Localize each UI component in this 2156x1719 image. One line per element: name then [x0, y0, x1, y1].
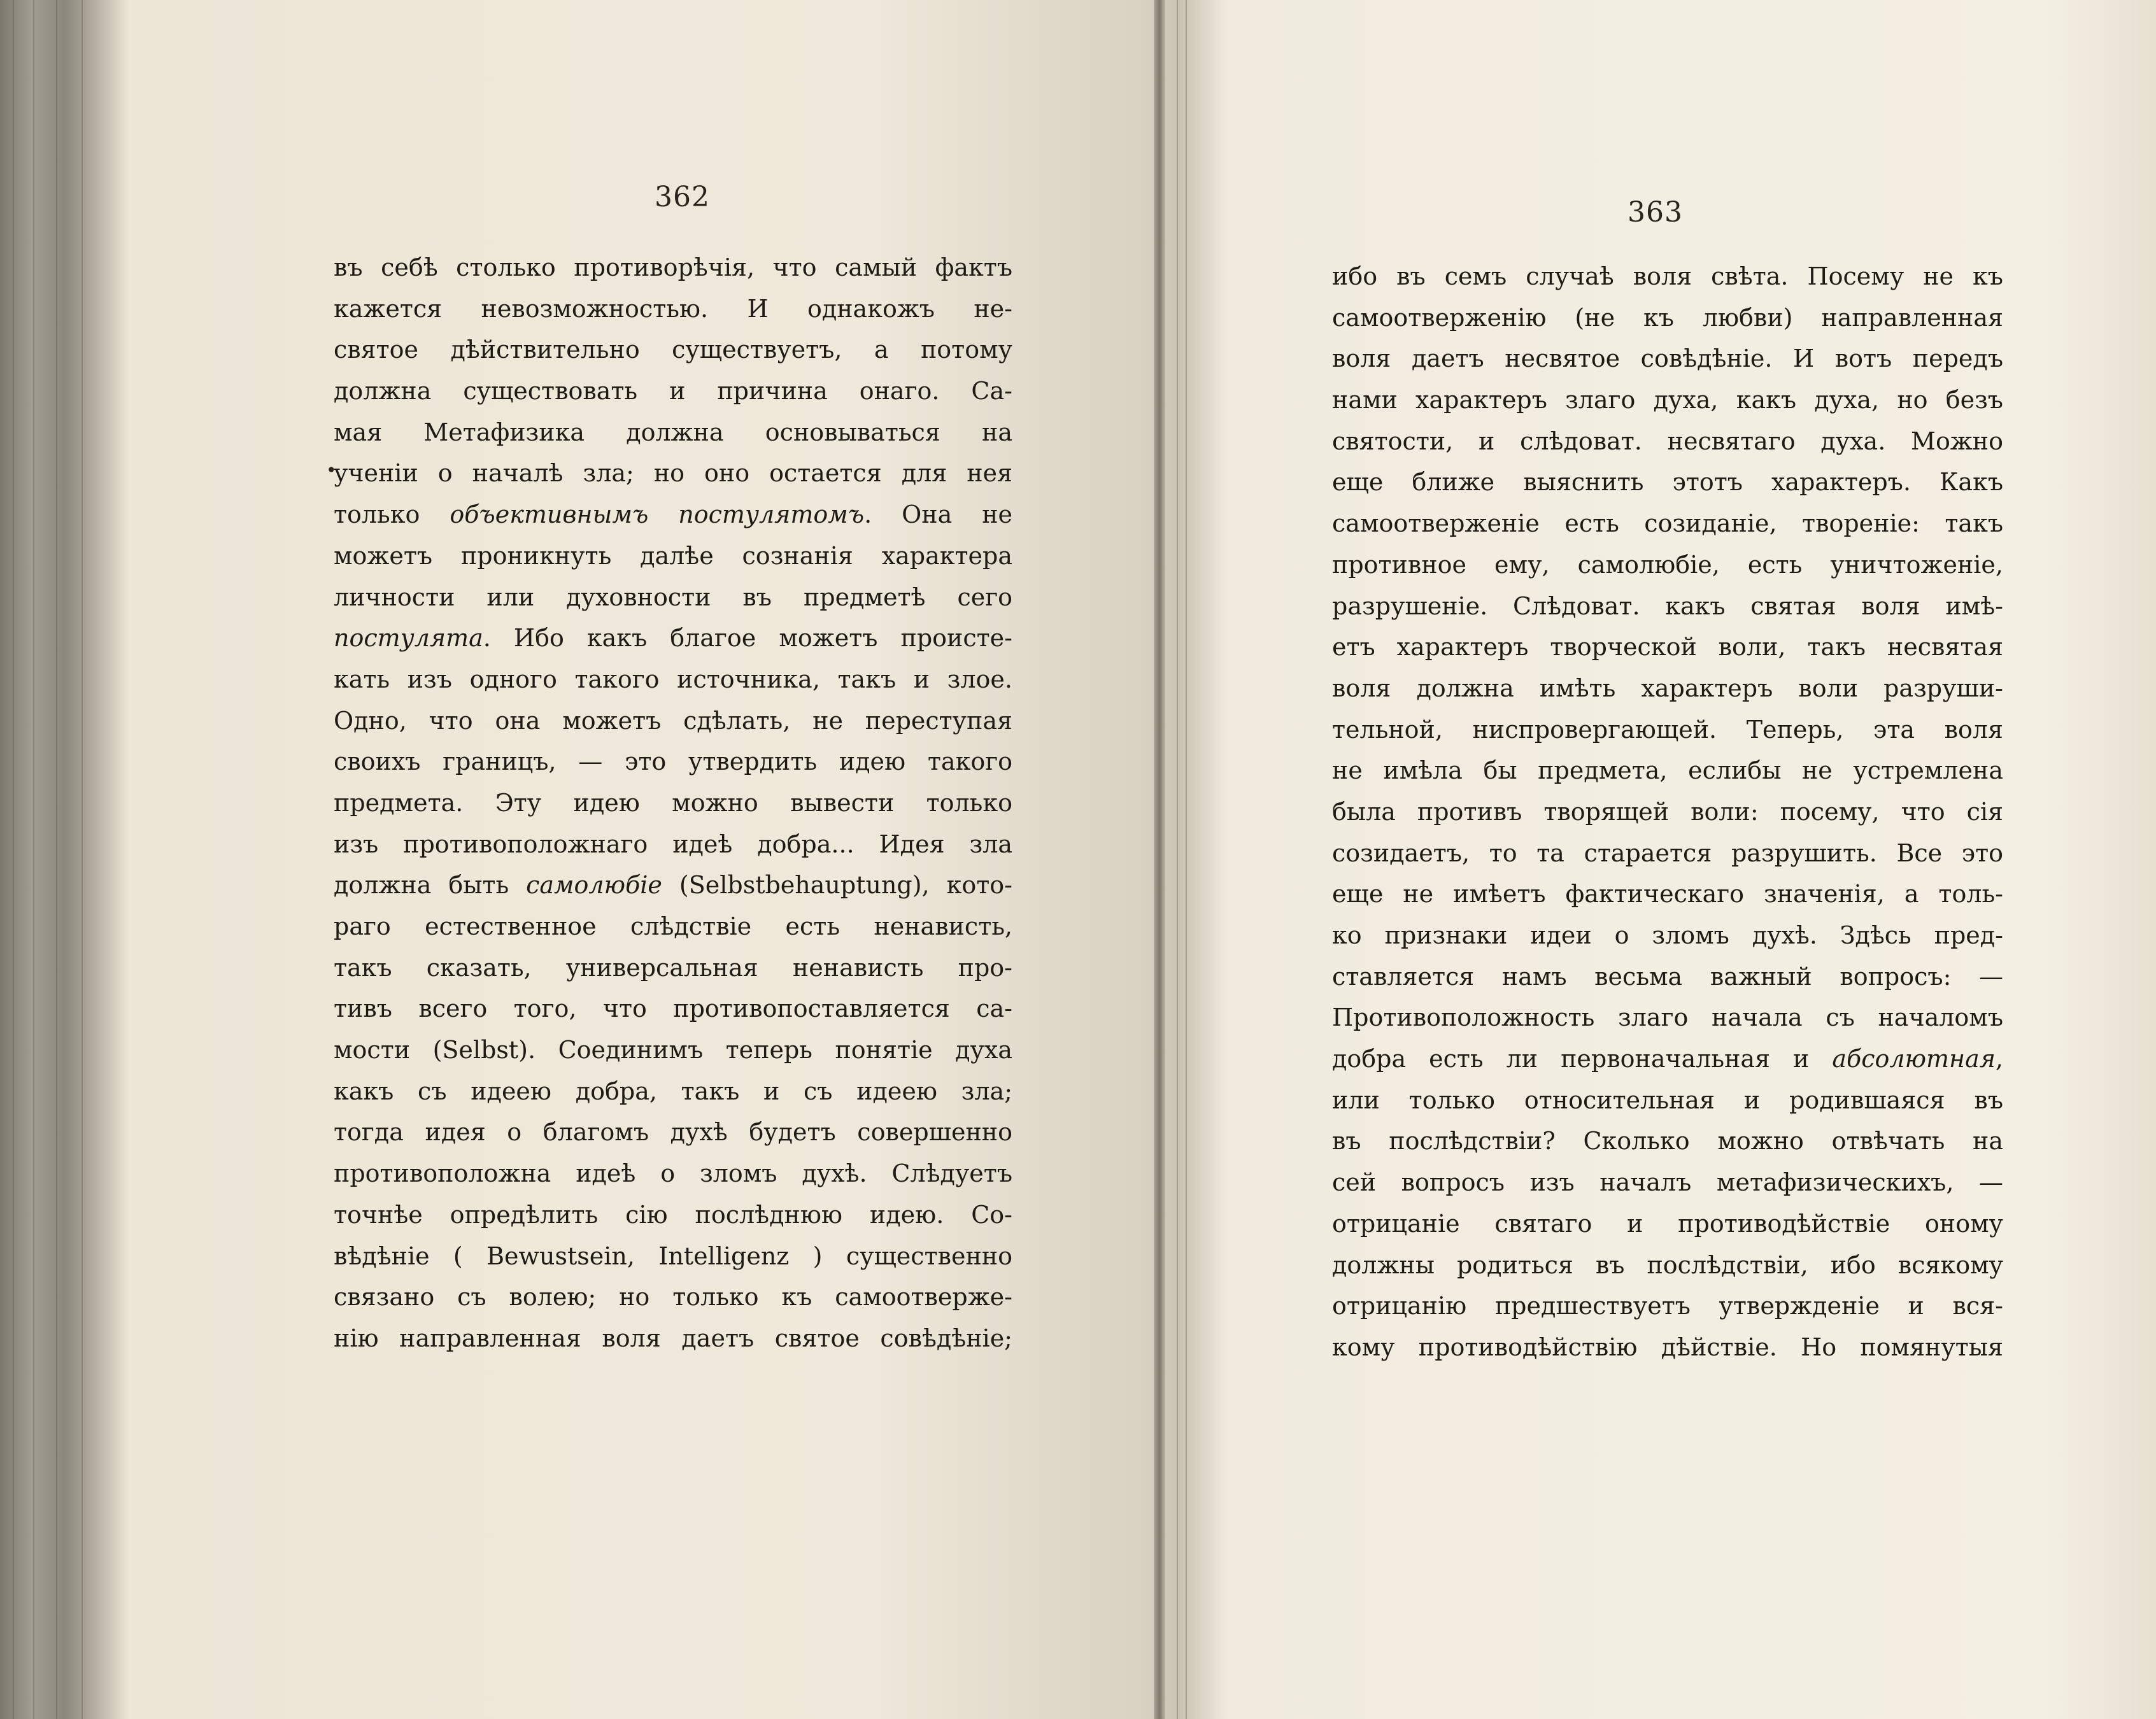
text-line [334, 494, 1012, 535]
text-line [1332, 586, 2003, 627]
text-line [1332, 1327, 2003, 1368]
text-line [1332, 1203, 2003, 1245]
text-line [1332, 1121, 2003, 1162]
text-line [334, 988, 1012, 1029]
text-line [334, 1153, 1012, 1194]
text-run: святое дѣйствительно существуетъ, а потому [334, 336, 1012, 364]
text-line [1332, 421, 2003, 462]
text-run: тельной, ниспровергающей. Теперь, эта воля [1332, 715, 2003, 744]
text-run: Одно, что она можетъ сдѣлать, не переступая [334, 706, 1012, 735]
text-run: воля даетъ несвятое совѣдѣніе. И вотъ передъ [1332, 344, 2003, 373]
text-run: , [1995, 1045, 2003, 1073]
text-line [1332, 709, 2003, 751]
text-line [334, 1318, 1012, 1359]
text-line [1332, 1285, 2003, 1327]
text-line [334, 906, 1012, 947]
body-text [334, 247, 1012, 1359]
text-run: предмета. Эту идею можно вывести только [334, 788, 1012, 817]
text-run: должна существовать и причина онаго. Са- [334, 377, 1012, 406]
text-run: въ послѣдствіи? Сколько можно отвѣчать на [1332, 1127, 2003, 1156]
text-line [1332, 379, 2003, 421]
right-page [1165, 0, 2156, 1719]
text-line [1332, 915, 2003, 956]
text-line [1332, 874, 2003, 915]
text-run: нію направленная воля даетъ святое совѣдѣніе; [334, 1324, 1012, 1352]
text-line [334, 1029, 1012, 1071]
text-line [1332, 1162, 2003, 1203]
page-number: 363 [1628, 196, 1683, 229]
text-run: была противъ творящей воли: посему, что сія [1332, 797, 2003, 826]
text-run: изъ противоположнаго идеѣ добра... Идея зла [334, 830, 1012, 858]
text-run: . Ибо какъ благое можетъ происте- [483, 624, 1012, 653]
text-line [334, 782, 1012, 824]
text-line [334, 453, 1012, 494]
text-run: связано съ волею; но только къ самоотверже- [334, 1283, 1012, 1312]
text-run: должны родиться въ послѣдствіи, ибо всякому [1332, 1250, 2003, 1279]
text-run: самоотверженію (не къ любви) направленная [1332, 303, 2003, 332]
text-run: мая Метафизика должна основываться на [334, 418, 1012, 446]
text-run: кажется невозможностью. И однакожъ не- [334, 294, 1012, 323]
text-line [1332, 1080, 2003, 1121]
text-run: должна быть [334, 871, 527, 900]
text-run: созидаетъ, то та старается разрушить. Все это [1332, 838, 2003, 867]
text-run: въ себѣ столько противорѣчія, что самый фактъ [334, 253, 1012, 281]
text-line [1332, 338, 2003, 379]
text-run: ставляется намъ весьма важный вопросъ: — [1332, 962, 2003, 991]
text-run: добра есть ли первоначальная и [1332, 1045, 1833, 1073]
text-run: противное ему, самолюбіе, есть уничтоженіе, [1332, 550, 2003, 579]
text-line [334, 1112, 1012, 1153]
text-run: еще ближе выяснить этотъ характеръ. Какъ [1332, 468, 2003, 497]
italic-term: постулята [334, 624, 483, 653]
text-run: можетъ проникнуть далѣе сознанія характера [334, 541, 1012, 570]
text-line [334, 329, 1012, 371]
text-line [1332, 1245, 2003, 1286]
text-line [1332, 997, 2003, 1038]
text-run: такъ сказать, универсальная ненависть про- [334, 953, 1012, 982]
text-line [1332, 833, 2003, 874]
text-line [334, 1194, 1012, 1236]
text-run: не имѣла бы предмета, еслибы не устремлена [1332, 756, 2003, 785]
page-number: 362 [655, 181, 710, 213]
text-line [334, 371, 1012, 412]
text-run: тогда идея о благомъ духѣ будетъ совершенно [334, 1118, 1012, 1147]
text-run: сей вопросъ изъ началъ метафизическихъ, — [1332, 1168, 2003, 1197]
text-line [334, 1071, 1012, 1112]
text-line [334, 659, 1012, 700]
text-line [1332, 626, 2003, 668]
text-line [334, 947, 1012, 989]
text-run: святости, и слѣдоват. несвятаго духа. Можно [1332, 427, 2003, 455]
text-run: еще не имѣетъ фактическаго значенія, а толь- [1332, 880, 2003, 909]
body-text [1332, 256, 2003, 1368]
text-line [334, 824, 1012, 865]
text-run: ученіи о началѣ зла; но оно остается для нея [334, 459, 1012, 488]
text-run: какъ съ идеею добра, такъ и съ идеею зла; [334, 1077, 1012, 1105]
text-run: ибо въ семъ случаѣ воля свѣта. Посему не къ [1332, 262, 2003, 290]
text-run: противоположна идеѣ о зломъ духѣ. Слѣдуетъ [334, 1159, 1012, 1188]
text-line [334, 288, 1012, 330]
text-line [334, 1236, 1012, 1277]
text-line [1332, 503, 2003, 544]
text-run: только [334, 500, 450, 529]
text-run: тивъ всего того, что противопоставляется са- [334, 994, 1012, 1023]
text-run: личности или духовности въ предметѣ сего [334, 583, 1012, 611]
text-line [334, 577, 1012, 618]
text-line [1332, 256, 2003, 297]
text-run: Противоположность злаго начала съ началомъ [1332, 1003, 2003, 1032]
text-run: етъ характеръ творческой воли, такъ несвятая [1332, 633, 2003, 661]
text-line [1332, 750, 2003, 791]
text-line [1332, 1038, 2003, 1080]
text-line [334, 247, 1012, 288]
italic-term: объективнымъ постулятомъ [450, 500, 865, 529]
text-line [334, 535, 1012, 577]
text-run: разрушеніе. Слѣдоват. какъ святая воля имѣ- [1332, 591, 2003, 620]
text-run: мости (Selbst). Соединимъ теперь понятіе духа [334, 1036, 1012, 1065]
stray-ink-mark: • [326, 460, 337, 481]
text-run: кать изъ одного такого источника, такъ и злое. [334, 665, 1012, 693]
text-run: кому противодѣйствію дѣйствіе. Но помянутыя [1332, 1333, 2003, 1361]
text-run: воля должна имѣть характеръ воли разруши- [1332, 674, 2003, 702]
text-run: своихъ границъ, — это утвердить идею такого [334, 747, 1012, 776]
text-line [334, 412, 1012, 453]
text-run: или только относительная и родившаяся въ [1332, 1086, 2003, 1114]
italic-term: самолюбіе [526, 871, 662, 900]
text-line [1332, 544, 2003, 586]
text-line [334, 741, 1012, 782]
italic-term: абсолютная [1832, 1045, 1996, 1073]
text-line [1332, 956, 2003, 998]
text-line [334, 618, 1012, 659]
text-run: отрицаніе святаго и противодѣйствіе оному [1332, 1209, 2003, 1238]
text-line [1332, 297, 2003, 339]
text-run: раго естественное слѣдствіе есть ненависть, [334, 912, 1012, 940]
text-run: точнѣе опредѣлить сію послѣднюю идею. Со- [334, 1200, 1012, 1229]
text-run: вѣдѣніе ( Bewustsein, Intelligenz ) существенно [334, 1242, 1012, 1270]
text-line [334, 1277, 1012, 1318]
text-line [334, 700, 1012, 742]
text-run: (Selbstbehauptung), кото- [662, 871, 1012, 900]
text-line [334, 865, 1012, 906]
text-run: отрицанію предшествуетъ утвержденіе и вся- [1332, 1292, 2003, 1320]
text-run: ко признаки идеи о зломъ духѣ. Здѣсь пред- [1332, 921, 2003, 949]
text-line [1332, 668, 2003, 709]
text-run: . Она не [864, 500, 1012, 529]
text-run: нами характеръ злаго духа, какъ духа, но безъ [1332, 386, 2003, 414]
text-line [1332, 462, 2003, 503]
text-line [1332, 791, 2003, 833]
text-run: самоотверженіе есть созиданіе, твореніе: такъ [1332, 509, 2003, 538]
